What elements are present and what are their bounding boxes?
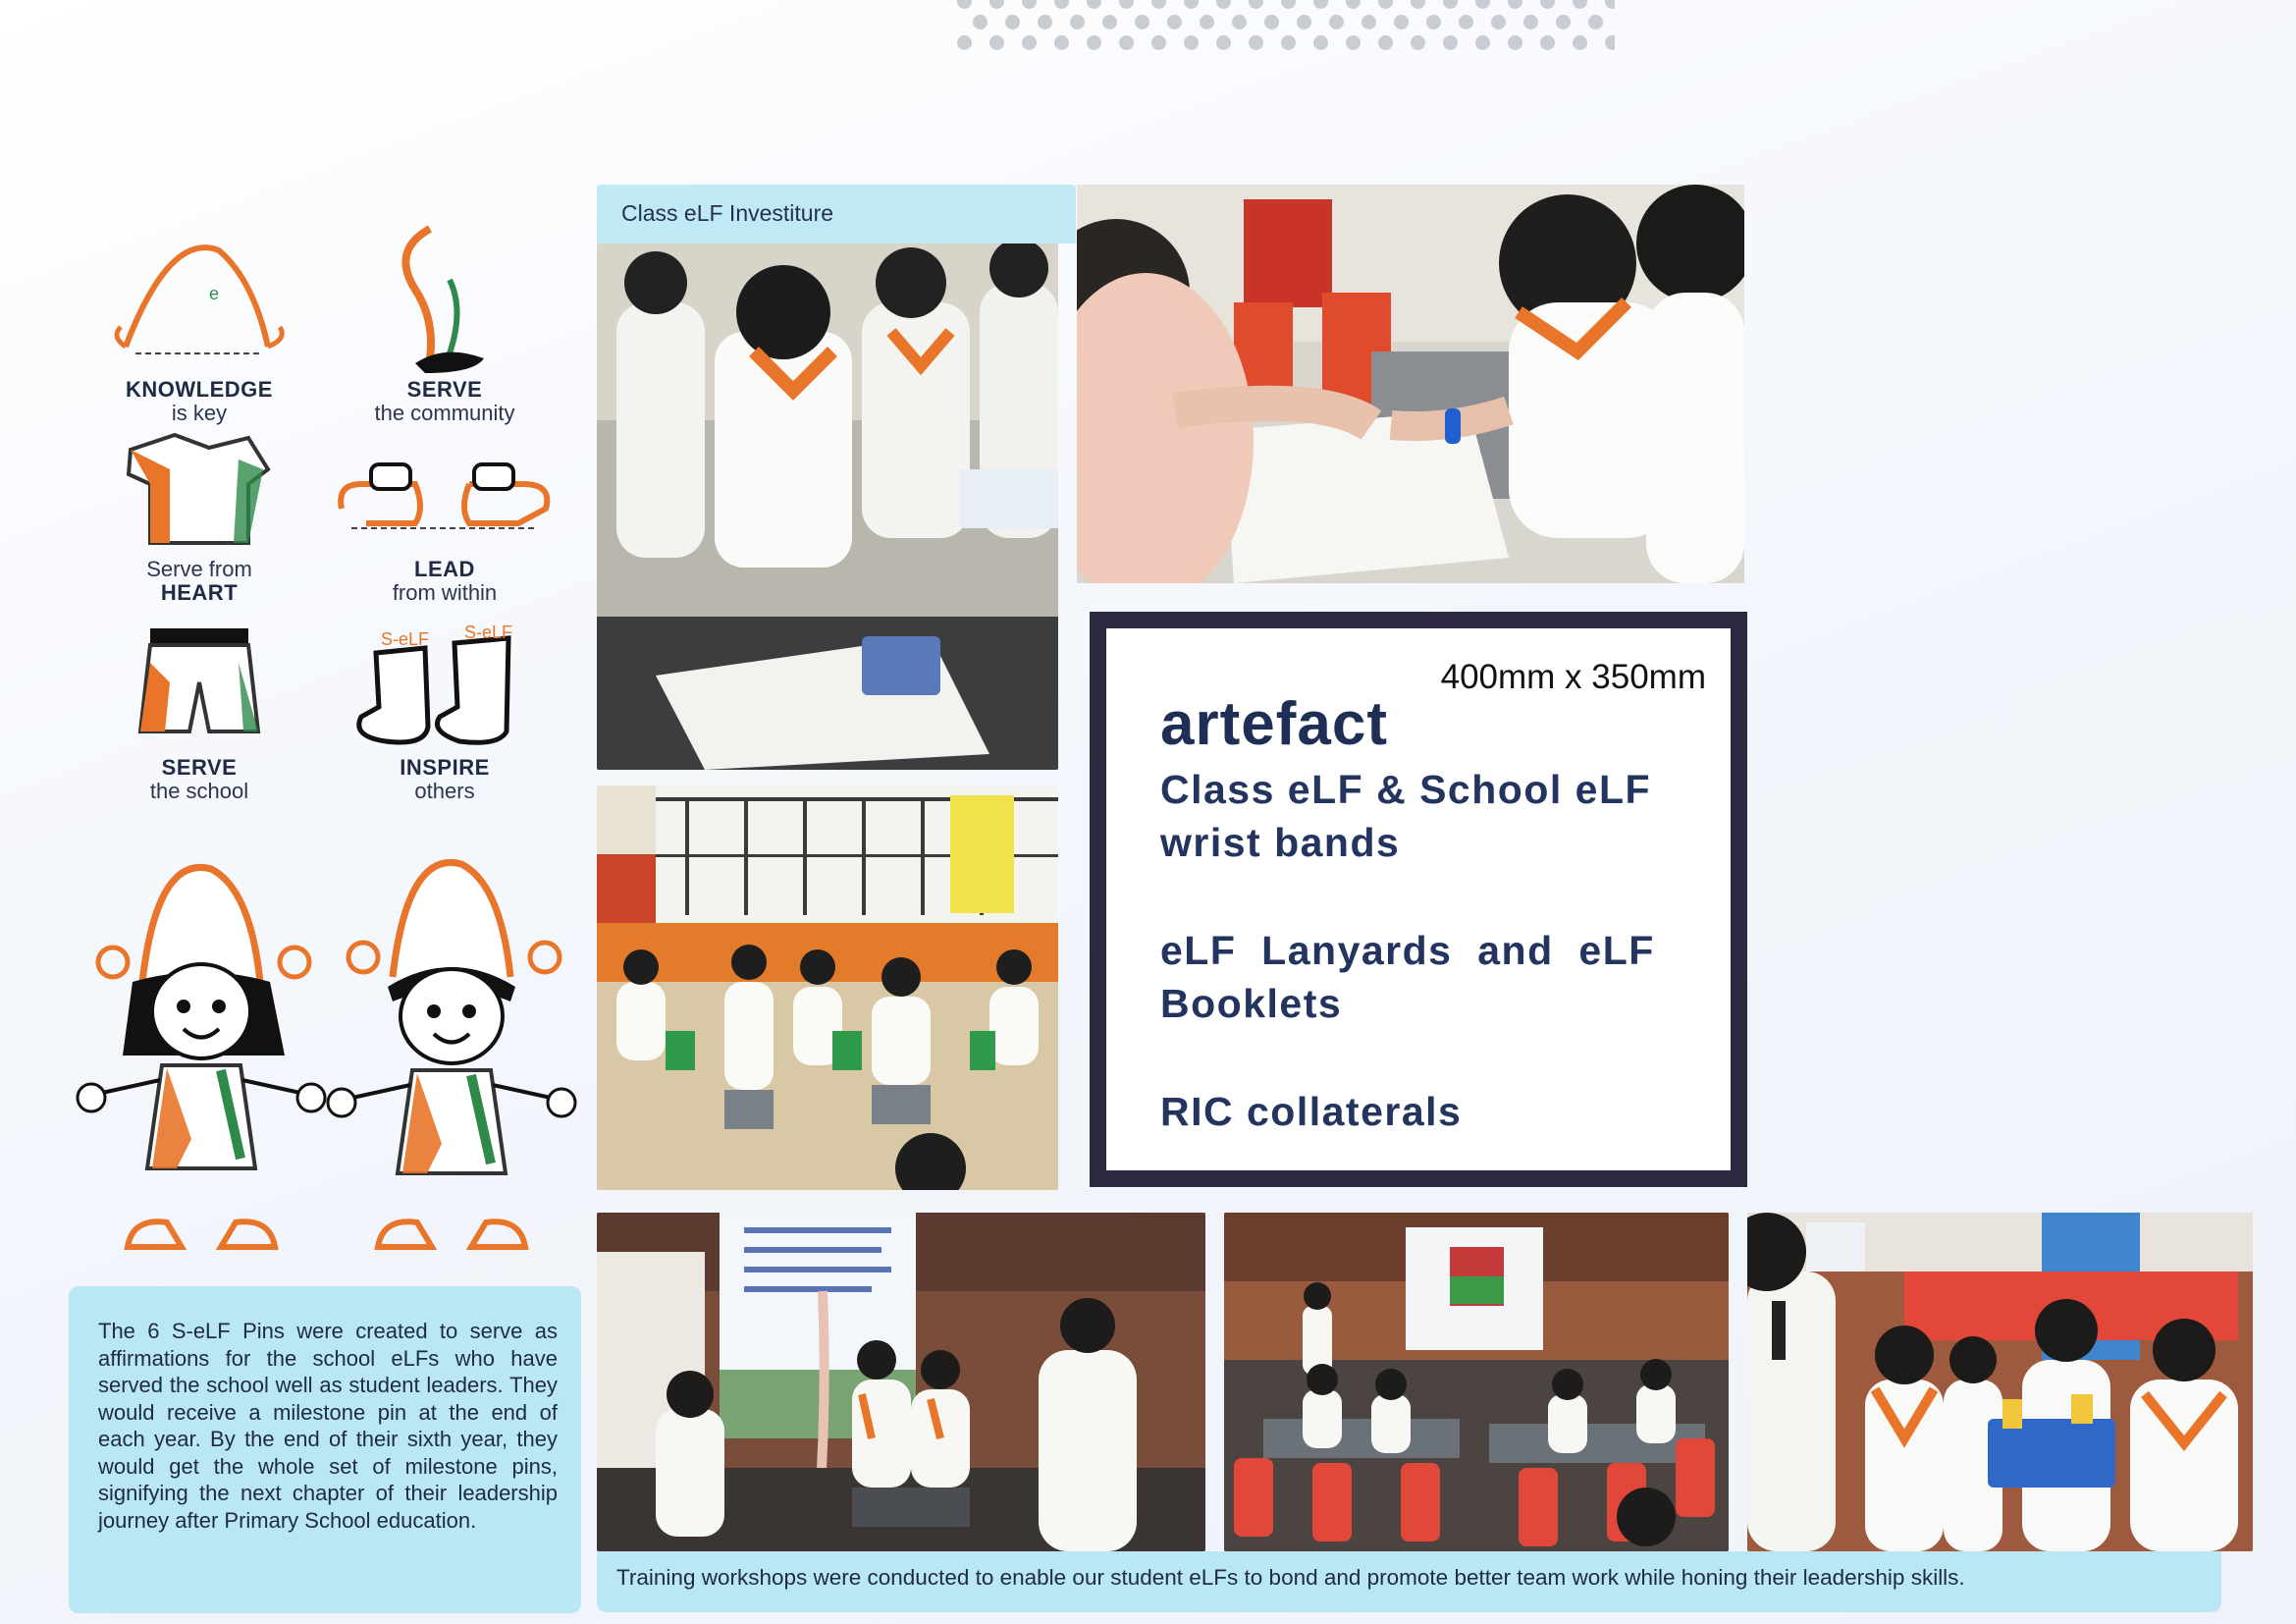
decorative-dot	[1540, 35, 1555, 50]
artefact-info-box	[1090, 612, 1747, 1187]
pins-description-text: The 6 S-eLF Pins were created to serve as affirmations for the school eLFs who have served the school well as student leaders. They would receive a milestone pin at the end of each year. By the end of their sixth year, they would get the whole set of milestone pins, signifying the next chapter of their leadership journey after Primary School education.	[98, 1319, 558, 1533]
artefact-title: artefact	[1160, 690, 1388, 758]
pin-label-1: SERVE	[161, 755, 238, 780]
pin-serve-heart	[81, 430, 317, 605]
decorative-dot	[1378, 35, 1393, 50]
girl-mascot-illustration	[74, 844, 339, 1267]
training-caption: Training workshops were conducted to enable our student eLFs to bond and promote better team work while honing their leadership skills.	[616, 1565, 1965, 1590]
decorative-dot	[1022, 35, 1037, 50]
decorative-dot	[1200, 15, 1214, 29]
hands-icon	[332, 430, 558, 558]
decorative-dot	[1426, 15, 1441, 29]
artefact-line: RIC collaterals	[1160, 1089, 1463, 1134]
pin-label-2: from within	[392, 580, 498, 605]
decorative-dot	[1508, 35, 1522, 50]
pin-label-1: KNOWLEDGE	[126, 377, 273, 402]
decorative-dot	[1443, 0, 1458, 9]
pin-label-1: SERVE	[406, 377, 483, 402]
decorative-dot	[1540, 0, 1555, 9]
decorative-dot	[1459, 15, 1473, 29]
pin-label-2: is key	[171, 401, 228, 425]
pin-label-2: others	[414, 779, 475, 803]
decorative-dot	[1119, 35, 1134, 50]
decorative-dot	[1054, 35, 1069, 50]
pin-serve-community	[327, 221, 562, 425]
decorative-dot	[1588, 15, 1603, 29]
scarf-icon	[337, 221, 553, 378]
decorative-dot	[989, 35, 1004, 50]
decorative-dot	[1281, 0, 1296, 9]
decorative-dot	[1264, 15, 1279, 29]
photo-bricks4kidz-classroom	[1224, 1213, 1729, 1551]
decorative-dot	[957, 35, 972, 50]
decorative-dot	[1167, 15, 1182, 29]
decorative-dot	[1119, 0, 1134, 9]
decorative-dot	[1038, 15, 1052, 29]
decorative-dot	[1346, 35, 1361, 50]
photo-teacher-fastening-wristband	[1077, 185, 1744, 583]
decorative-dot	[1313, 0, 1328, 9]
pin-label-2: the school	[149, 779, 249, 803]
pin-label-2: the community	[374, 401, 515, 425]
decorative-dot	[1475, 35, 1490, 50]
pin-label-2: HEART	[160, 580, 239, 605]
artefact-list	[1160, 763, 1730, 1138]
pin-serve-school	[81, 623, 317, 803]
decorative-dot	[1346, 0, 1361, 9]
svg-text:S-eLF: S-eLF	[464, 623, 513, 642]
decorative-dot	[1411, 0, 1425, 9]
decorative-dot	[1135, 15, 1149, 29]
decorative-dot	[1087, 0, 1101, 9]
decorative-dot	[1184, 0, 1199, 9]
photo-students-presenting-model	[1747, 1213, 2253, 1551]
decorative-dot	[1523, 15, 1538, 29]
artefact-line: Booklets	[1160, 981, 1343, 1026]
pin-inspire	[327, 623, 562, 803]
hat-icon	[91, 221, 307, 378]
investiture-caption: Class eLF Investiture	[621, 200, 834, 226]
pins-description-box	[69, 1286, 581, 1613]
decorative-dot	[1313, 35, 1328, 50]
decorative-dot	[1556, 15, 1571, 29]
decorative-dot	[1232, 15, 1247, 29]
investiture-caption-tab	[597, 185, 1076, 244]
pin-knowledge	[81, 221, 317, 425]
artefact-line: Class eLF & School eLF	[1160, 767, 1652, 812]
decorative-dot	[1605, 35, 1615, 50]
decorative-dot	[1005, 15, 1020, 29]
artefact-spacer	[1160, 1030, 1730, 1085]
decorative-dot	[1329, 15, 1344, 29]
decorative-dot	[1184, 35, 1199, 50]
decorative-dot	[1151, 0, 1166, 9]
decorative-dot	[1281, 35, 1296, 50]
decorative-dot	[1573, 35, 1587, 50]
shirt-icon	[91, 430, 307, 558]
svg-text:e: e	[209, 284, 220, 303]
decorative-dot	[1573, 0, 1587, 9]
decorative-dot	[1378, 0, 1393, 9]
socks-icon	[332, 623, 558, 756]
photo-workshop-tower-building	[597, 1213, 1205, 1551]
svg-text:S-eLF: S-eLF	[381, 629, 430, 649]
pin-label-1: LEAD	[414, 557, 475, 581]
decorative-dot	[1362, 15, 1376, 29]
decorative-dot	[1054, 0, 1069, 9]
decorative-dot	[973, 15, 988, 29]
decorative-dot	[989, 0, 1004, 9]
decorative-dot	[1249, 35, 1263, 50]
photo-investiture-students-signing	[597, 244, 1058, 770]
decorative-dot	[1475, 0, 1490, 9]
pin-label-1: INSPIRE	[400, 755, 490, 780]
decorative-dot	[1491, 15, 1506, 29]
decorative-dot	[1087, 35, 1101, 50]
decorative-dot	[1216, 35, 1231, 50]
decorative-dot	[1411, 35, 1425, 50]
decorative-dot	[1297, 15, 1311, 29]
artefact-spacer	[1160, 869, 1730, 924]
pin-label-1: Serve from	[146, 557, 252, 581]
decorative-dot	[1249, 0, 1263, 9]
artefact-line: eLF Lanyards and eLF	[1160, 928, 1655, 973]
decorative-dot	[1070, 15, 1085, 29]
decorative-dot	[1151, 35, 1166, 50]
decorative-dot	[1443, 35, 1458, 50]
decorative-dot	[957, 0, 972, 9]
decorative-dot	[1022, 0, 1037, 9]
decorative-dot-pattern	[957, 0, 1615, 59]
artefact-size-label: 400mm x 350mm	[1440, 658, 1706, 696]
decorative-dot	[1216, 0, 1231, 9]
decorative-dot	[1605, 0, 1615, 9]
photo-students-circle-activity	[597, 785, 1058, 1190]
artefact-line: wrist bands	[1160, 820, 1401, 865]
shorts-icon	[91, 623, 307, 756]
boy-mascot-illustration	[324, 839, 589, 1267]
decorative-dot	[1102, 15, 1117, 29]
training-caption-bar	[597, 1551, 2221, 1612]
decorative-dot	[1508, 0, 1522, 9]
decorative-dot	[1394, 15, 1409, 29]
pin-lead	[327, 430, 562, 605]
